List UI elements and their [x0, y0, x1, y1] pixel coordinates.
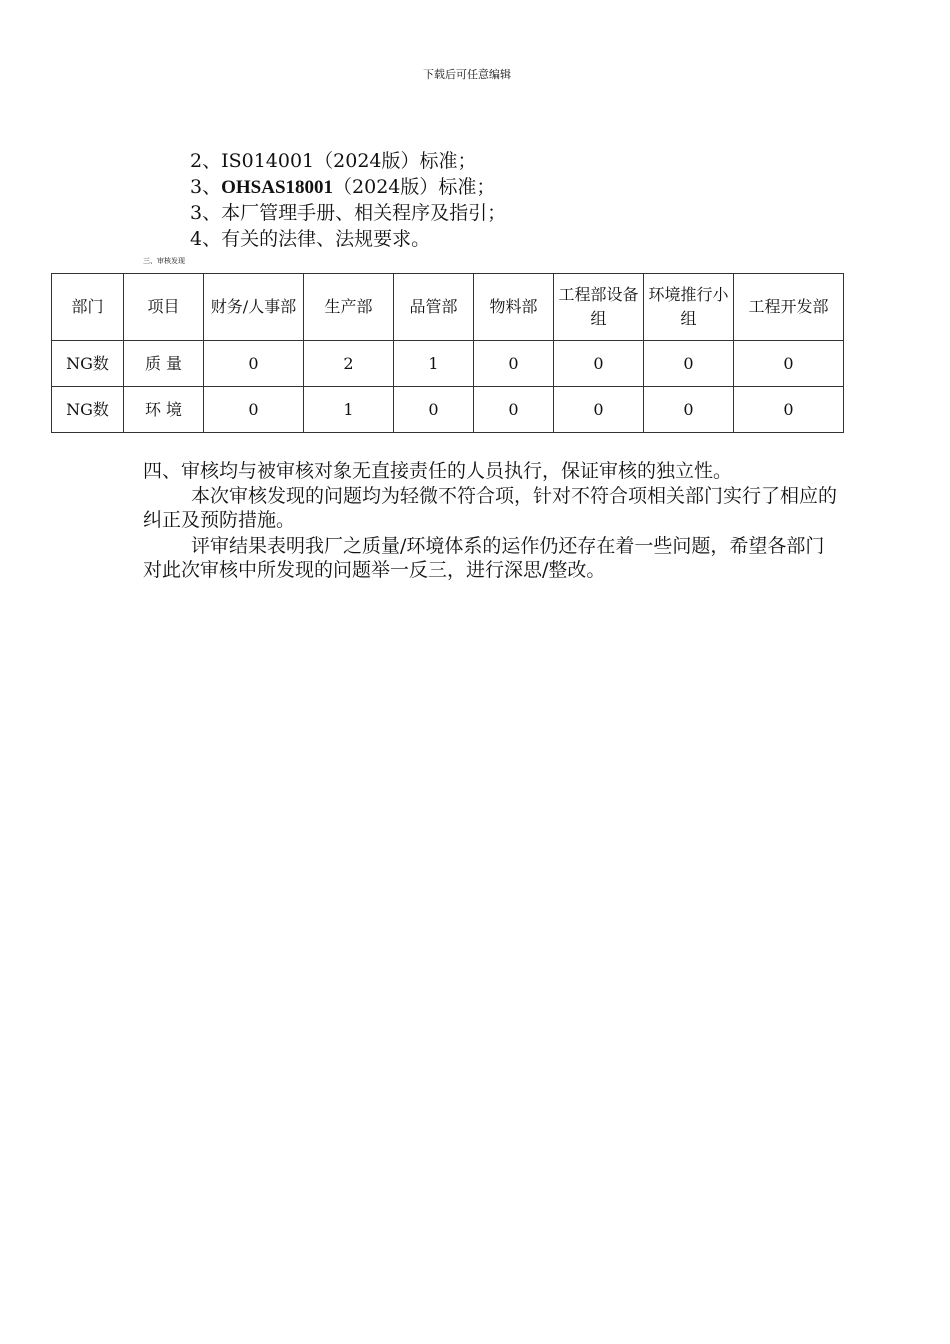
value-cell: 0 [554, 387, 644, 433]
standard-number: 3、 [190, 176, 222, 198]
value-cell: 2 [304, 341, 394, 387]
value-cell: 0 [734, 387, 844, 433]
header-cell-materials: 物料部 [474, 274, 554, 341]
standard-text: （2024版）标准； [333, 176, 496, 198]
paragraph-nonconformities [143, 484, 843, 532]
value-cell: 0 [204, 341, 304, 387]
table-row [52, 387, 844, 433]
value-cell: 0 [644, 341, 734, 387]
table-row [52, 341, 844, 387]
row-label: NG数 [52, 341, 124, 387]
value-cell: 0 [474, 387, 554, 433]
standard-line-iso14001 [190, 148, 477, 174]
value-cell: 0 [644, 387, 734, 433]
value-cell: 0 [554, 341, 644, 387]
standard-line-ohsas18001 [190, 174, 495, 201]
table-header-row [52, 274, 844, 341]
row-label: NG数 [52, 387, 124, 433]
value-cell: 1 [304, 387, 394, 433]
header-cell-environment-team: 环境推行小组 [644, 274, 734, 341]
row-item: 环 境 [124, 387, 204, 433]
audit-findings-table [51, 273, 844, 433]
paragraph-text: 评审结果表明我厂之质量/环境体系的运作仍还存在着一些问题，希望各部门对此次审核中所发现的问题举一反三，进行深思/整改。 [143, 535, 825, 581]
paragraph-independence: 四、审核均与被审核对象无直接责任的人员执行，保证审核的独立性。 [143, 460, 733, 482]
standard-line-laws: 4、有关的法律、法规要求。 [190, 228, 431, 250]
header-cell-engineering-development: 工程开发部 [734, 274, 844, 341]
header-cell-item: 项目 [124, 274, 204, 341]
value-cell: 1 [394, 341, 474, 387]
paragraph-text: 本次审核发现的问题均为轻微不符合项，针对不符合项相关部门实行了相应的纠正及预防措施。 [143, 485, 838, 531]
value-cell: 0 [734, 341, 844, 387]
value-cell: 0 [474, 341, 554, 387]
page-header-note: 下载后可任意编辑 [423, 68, 511, 81]
standard-code: OHSAS18001 [221, 177, 334, 198]
header-cell-engineering-equipment: 工程部设备组 [554, 274, 644, 341]
header-cell-finance-hr: 财务/人事部 [204, 274, 304, 341]
value-cell: 0 [394, 387, 474, 433]
standard-text: IS014001（2024版）标准； [221, 150, 477, 172]
section-caption: 三、审核发现 [143, 257, 185, 265]
header-cell-department: 部门 [52, 274, 124, 341]
header-cell-production: 生产部 [304, 274, 394, 341]
standard-line-manual: 3、本厂管理手册、相关程序及指引； [190, 202, 507, 224]
paragraph-review-result [143, 534, 843, 582]
value-cell: 0 [204, 387, 304, 433]
header-cell-quality-control: 品管部 [394, 274, 474, 341]
row-item: 质 量 [124, 341, 204, 387]
standard-number: 2、 [190, 150, 222, 172]
